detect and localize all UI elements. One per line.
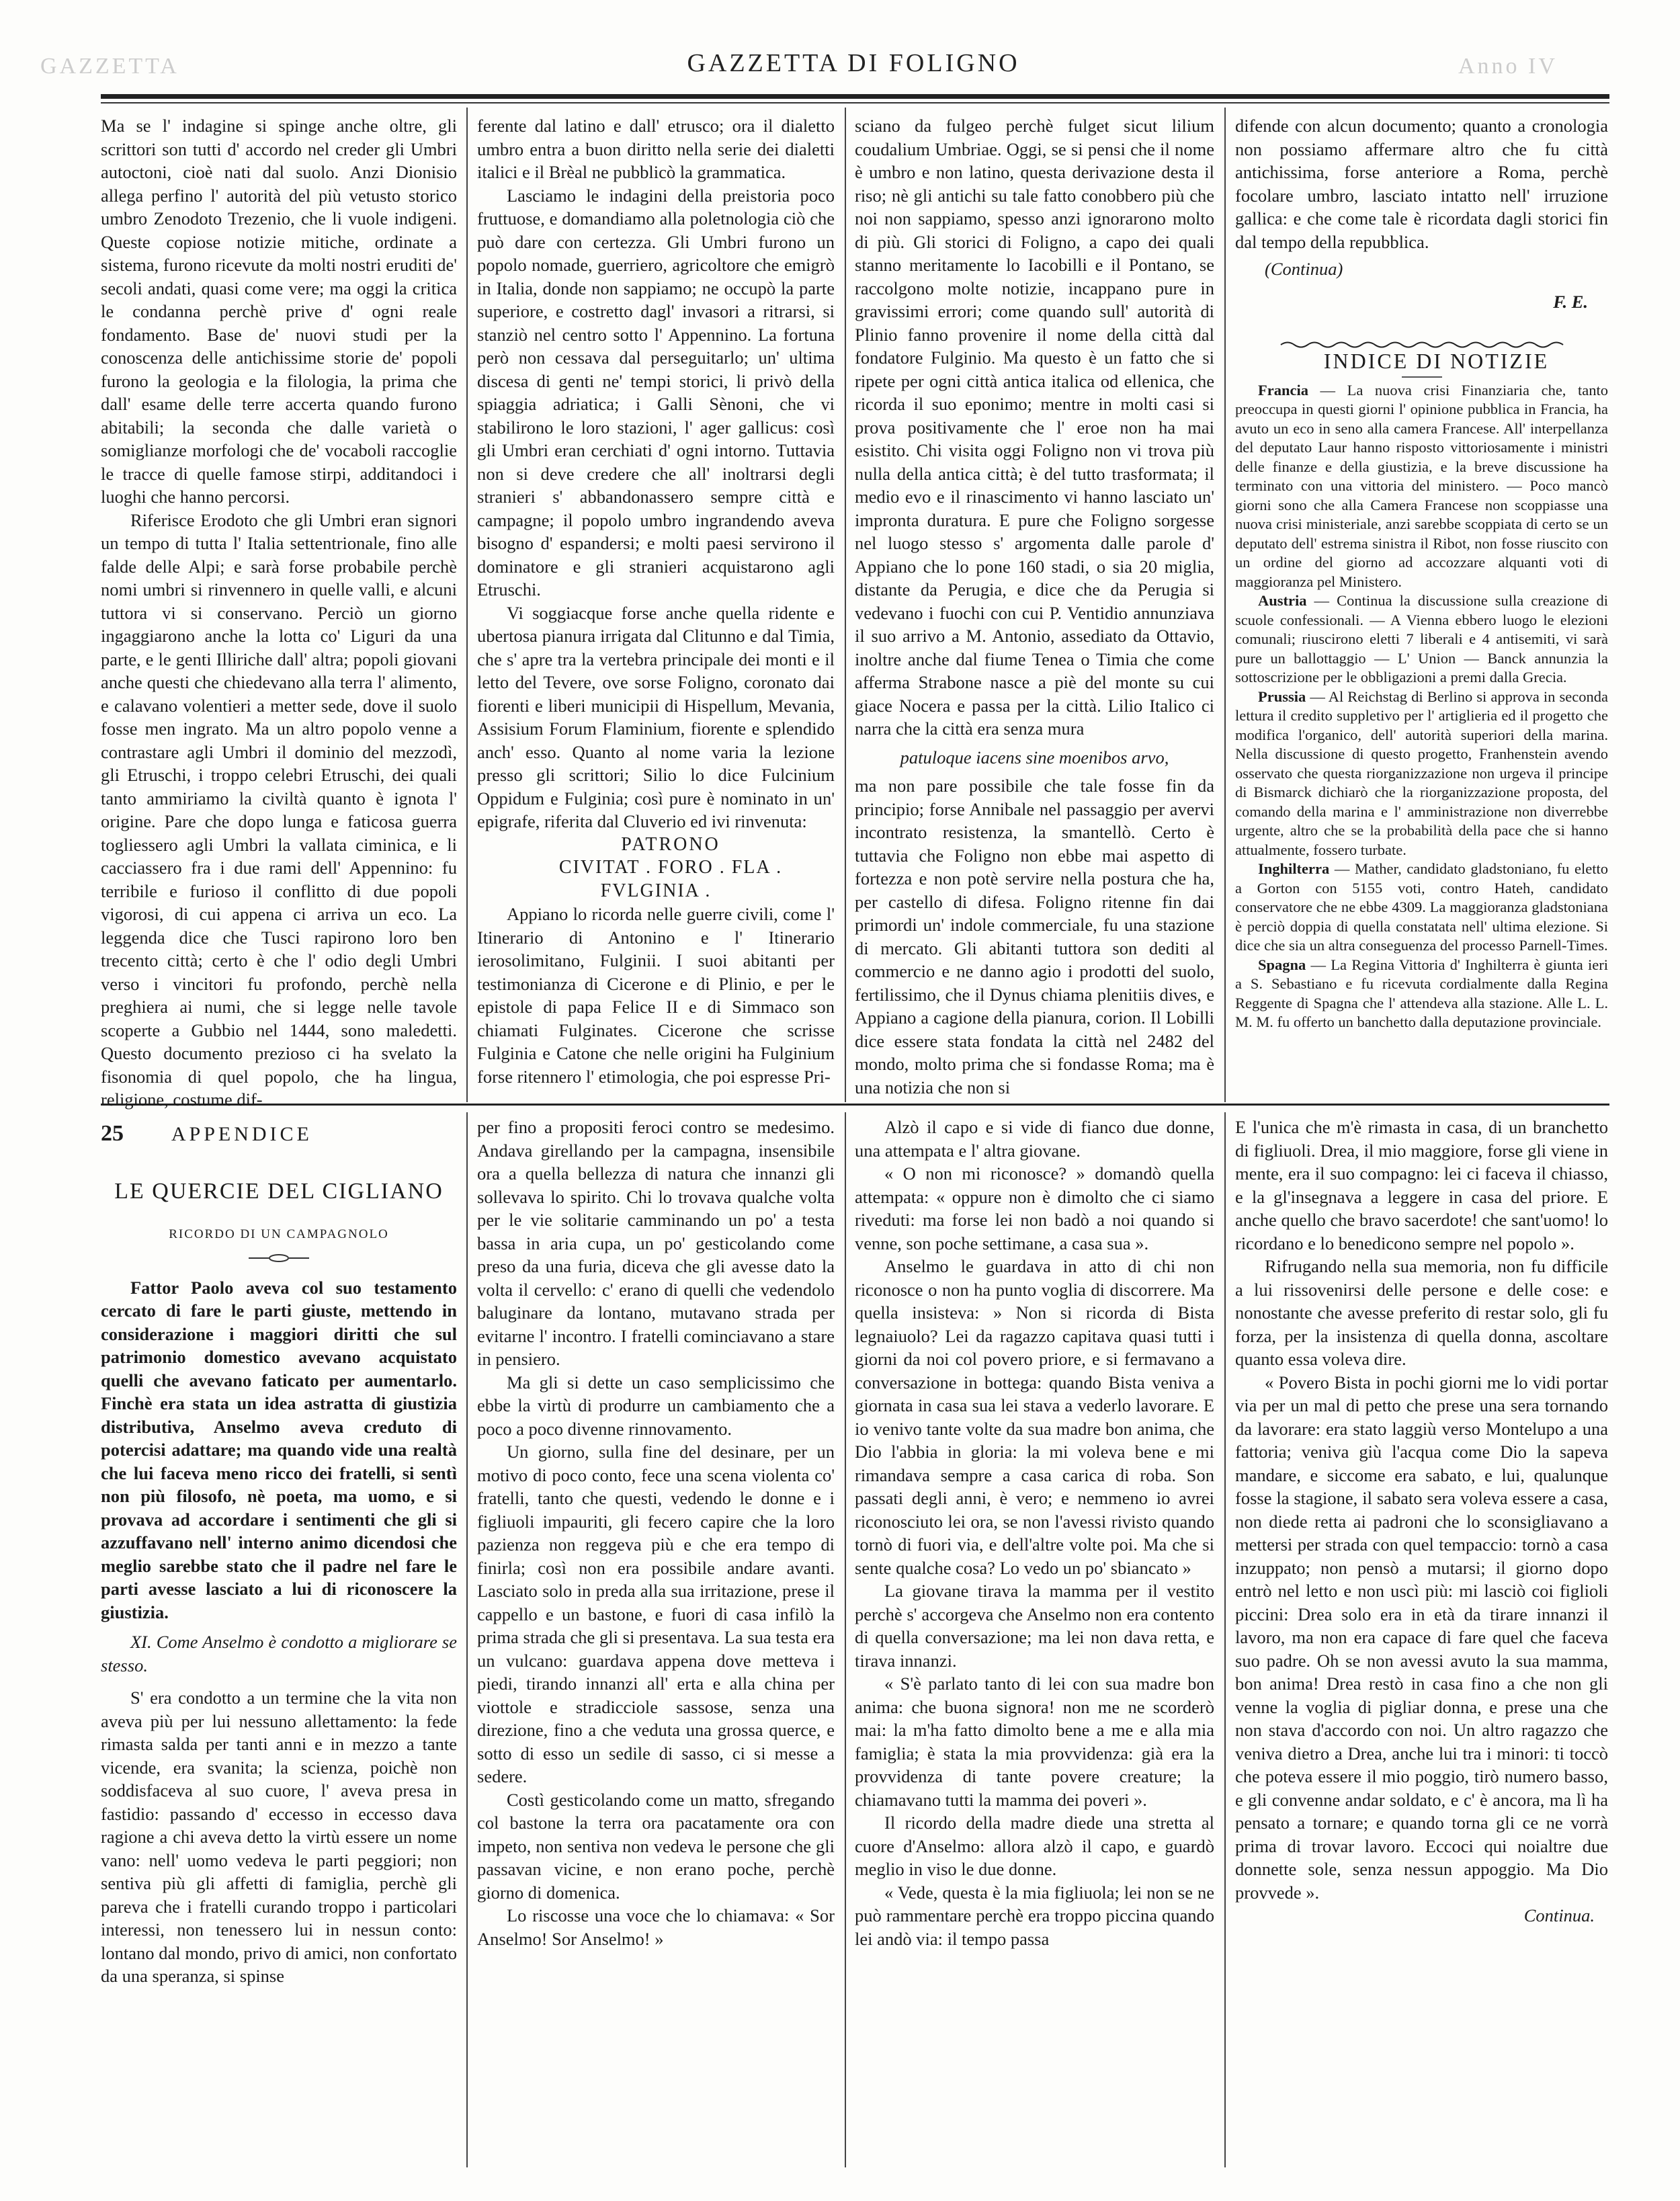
article-paragraph: Lasciamo le indagini della preistoria poco fruttuose, e domandiamo alla poletnologia ciò che può dare con certezza. Gli Umbri furono un popolo nomade, guerriero, agricoltore che emigrò in Italia, donde non sappiamo; ne occupò la parte superiore, e costretto dagl' invasori a ritrarsi, si stanziò nel centro sotto l' Appennino. La fortuna però non cessava dal perseguitarlo; un' ultima discesa di genti ne' tempi storici, li privò della spiaggia adriatica; i Galli Sènoni, che vi stabilirono le loro stazioni, l' ager gallicus: così gli Umbri eran cerchiati d' ogni intorno. Tuttavia non si deve credere che all' inoltrarsi degli stranieri s' abbandonassero sempre città e campagne; il popolo umbro ingrandendo aveva bisogno d' espandersi; e molti paesi servirono il dominatore e gli stranieri acquistarono agli Etruschi. — [477, 185, 835, 599]
inscription-line: PATRONO — [621, 833, 720, 855]
story-paragraph: Rifrugando nella sua memoria, non fu difficile a lui rissovenirsi delle persone e delle cose: e nonostante che avesse preferito di restar solo, gli fu forza, per la insistenza di quella donna, ascoltare quanto essa voleva dire. — [1235, 1256, 1608, 1369]
story-paragraph: E l'unica che m'è rimasta in casa, di un branchetto di figliuoli. Drea, il mio maggiore, forse gli viene in mente, era il suo compagno: lei ci faceva il chiasso, e la gl'insegnava a leggere in casa del priore. E anche quello che bravo sacerdote! che sant'uomo! lo ricordano e lo benedicono sempre nel popolo ». — [1235, 1117, 1608, 1253]
article-paragraph: ferente dal latino e dall' etrusco; ora il dialetto umbro entra a buon diritto nella serie dei dialetti italici e il Brèal ne pubblicò la grammatica. — [477, 116, 835, 182]
news-text: — Al Reichstag di Berlino si approva in seconda lettura il credito suppletivo per l' artiglieria ed il progetto che modifica l'organico, dell' autorità superiori della marina. Nella discussione di questo progetto, Franhenstein avendo osservato che questa riorganizzazione non urgeva il principe di Bismarck dichiarò che la riorganizzazione proposta, del comando della marina e l' amministrazione non diverrebbe urgente, altro che se la probabilità della pace che si hanno attualmente, fossero turbate. — [1235, 688, 1608, 858]
story-paragraph: Anselmo le guardava in atto di chi non riconosce o non ha punto voglia di discorrere. Ma quella insisteva: » Non si ricorda di Bista legnaiuolo? Lei da ragazzo capitava quasi tutti i giorni da noi col povero priore, e si fermavano a conversazione in bottega: quando Bista veniva a giornata in casa sua lei stava a vederlo lavorare. E io venivo tante volte da sua madre bon anima, che Dio l'abbia in gloria: la mi voleva bene e mi rimandava sempre a casa carica di roba. Son passati degli anni, è vero; e nemmeno io avrei riconosciuto lei ora, se non l'avessi rivisto quando tornò di fuori via, e dell'altre volte poi. Ma che si sente qualche cosa? Lo vedo un po' sbiancato » — [855, 1256, 1214, 1578]
news-text: — La Regina Vittoria d' Inghilterra è giunta ieri a S. Sebastiano e fu ricevuta cordialmente dalla Regina Reggente di Spagna che l' attendeva alla stazione. Alle L. L. M. M. fu offerto un banchetto dalla deputazione provinciale. — [1235, 956, 1608, 1030]
index-title: INDICE DI NOTIZIE — [1323, 349, 1550, 373]
article-paragraph: ma non pare possibile che tale fosse fin da principio; forse Annibale nel passaggio per avervi incontrato resistenza, la smantellò. Certo è tuttavia che Foligno non ebbe mai aspetto di fortezza e non potè servire nella postura che ha, per castello di difesa. Foligno ritenne fin dai primordi un' indole commerciale, fu una stazione di mercato. Gli abitanti tuttora son dediti al commercio e ne danno agio i prodotti del suolo, fertilissimo, che il Dynus chiama plenitiis dives, e Appiano a cagione della pianura, corion. Il Lobilli dice essere stata fondata la città nel 2482 del mondo, molto prima che si fondasse Roma; ma è una notizia che non si — [855, 776, 1214, 1097]
appendice-number: 25 — [101, 1121, 124, 1146]
appendice-column-3 — [855, 1116, 1214, 2171]
story-paragraph: Alzò il capo e si vide di fianco due donne, una attempata e l' altra giovane. — [855, 1117, 1214, 1161]
ornament-divider — [249, 1253, 309, 1263]
column-rule — [1224, 108, 1226, 1102]
article-column-1 — [101, 114, 457, 1110]
story-paragraph: Un giorno, sulla fine del desinare, per un motivo di poco conto, fece una scena violenta co' fratelli, tanto che questi, vedendo le donne e i figliuoli impauriti, gli fecero capire che la loro pazienza non reggeva più e che era tempo di finirla; così non era possibile andare avanti. Lasciato solo in preda alla sua irritazione, prese il cappello e un bastone, e fuori di casa infilò la prima strada che gli si presentava. La sua testa era un vulcano: guardava appena dove metteva i piedi, tirando innanzi all' erta e alla china per viottole e stradicciole sassose, senza una direzione, fino a che veduta una grossa querce, e sotto di esso un sedile di sasso, ci si messe a sedere. — [477, 1442, 835, 1786]
appendice-column-1 — [101, 1116, 457, 2171]
news-country: Inghilterra — [1258, 860, 1330, 877]
story-paragraph: Il ricordo della madre diede una stretta al cuore d'Anselmo: allora alzò il capo, e guardò meglio in viso le due donne. — [855, 1813, 1214, 1879]
masthead-title: GAZZETTA DI FOLIGNO — [687, 49, 1020, 77]
faint-header-left: GAZZETTA — [40, 54, 179, 79]
story-paragraph: Ma gli si dette un caso semplicissimo che ebbe la virtù di produrre un cambiamento che a poco a poco divenne rinnovamento. — [477, 1372, 835, 1439]
article-paragraph: Vi soggiacque forse anche quella ridente e ubertosa pianura irrigata dal Clitunno e dal Timia, che s' apre tra la vertebra principale dei monti e il letto del Tevere, ove sorse Foligno, coronato dai fiorenti e liberi municipii di Hispellum, Mevania, Assisium Forum Flaminium, fiorente e splendido anch' esso. Quanto al nome varia la lezione presso gli scrittori; Silio lo dice Fulcinium Oppidum e Fulginia; così pure è nominato in un' epigrafe, riferita dal Cluverio ed ivi rinvenuta: — [477, 602, 835, 831]
appendice-label: APPENDICE — [171, 1123, 312, 1145]
story-paragraph: « S'è parlato tanto di lei con sua madre bon anima: che buona signora! non me ne scorderò mai: la m'ha fatto dimolto bene a me e alla mia famiglia; è stata la mia provvidenza: già era la provvidenza di tante povere creature; la chiamavano tutti la mamma dei poveri ». — [855, 1673, 1214, 1810]
story-paragraph: S' era condotto a un termine che la vita non aveva più per lui nessuno allettamento: la fede rimasta salda per tanti anni e in mezzo a tante vicende, era svanita; la scienza, poichè non soddisfaceva al suo cuore, l' aveva presa in fastidio: passando d' eccesso in eccesso dava ragione a chi aveva detto la virtù essere un nome vano: nell' uomo vedeva le parti peggiori; non sentiva più gli affetti di famiglia, perchè gli pareva che i fratelli curando troppo i particolari interessi, non tenessero lui in nessun conto: lontano dal mondo, privo di amici, non confortato da una speranza, si spinse — [101, 1688, 457, 1986]
appendice-header — [101, 1122, 457, 1147]
news-item — [1235, 688, 1608, 860]
header-rule-thick — [101, 94, 1609, 99]
header-rule-thin — [101, 102, 1609, 103]
column-rule — [466, 1112, 468, 2167]
news-country: Prussia — [1258, 688, 1306, 705]
news-country: Francia — [1258, 381, 1308, 399]
news-item — [1235, 956, 1608, 1032]
news-country: Austria — [1258, 592, 1307, 609]
article-column-3 — [855, 114, 1214, 1095]
chapter-heading: XI. Come Anselmo è condotto a migliorare se stesso. — [101, 1632, 457, 1675]
appendice-column-2 — [477, 1116, 835, 2171]
story-title: LE QUERCIE DEL CIGLIANO — [114, 1178, 444, 1204]
story-paragraph: « Vede, questa è la mia figliuola; lei non se ne può rammentare perchè era troppo piccina quando lei andò via: il tempo passa — [855, 1882, 1214, 1949]
column-rule — [1224, 1112, 1226, 2167]
news-item — [1235, 381, 1608, 592]
article-paragraph: Ma se l' indagine si spinge anche oltre, gli scrittori son tutti d' accordo nel creder gli Umbri autoctoni, cioè nati dal suolo. Anzi Dionisio allega perfino l' autorità del più vetusto storico umbro Zenodoto Trezenio, che li vuole indigeni. Queste copiose notizie mitiche, ordinate a sistema, furono ricevute da molti nostri eruditi de' secoli andati, quasi come vere; ma oggi la critica le condanna perchè prive d' ogni reale fondamento. Base de' nuovi studi per la conoscenza delle antichissime storie de' popoli furono la geologia e la filologia, la prima che dall' esame delle terre accerta quando furono abitabili; la seconda che dalle varietà o somiglianze morfologi che de' vocaboli raccoglie le tracce di quelle famose stirpi, additandoci i luoghi che hanno percorsi. — [101, 116, 457, 507]
article-paragraph: Appiano lo ricorda nelle guerre civili, come l' Itinerario di Antonino e l' Itinerario ierosolimitano, Fulginii. I suoi abitanti per testimonianza di Cicerone e di Plinio, e per le epistole di papa Felice II e di Simmaco son chiamati Fulginates. Cicerone che scrisse Fulginia e Catone che nelle origini ha Fulginium forse ritennero l' etimologia, che poi espresse Pri- — [477, 904, 835, 1087]
news-text: — La nuova crisi Finanziaria che, tanto preoccupa in questi giorni l' opinione pubblica in Francia, ha avuto un eco in seno alla camera Francese. All' interpellanza del deputato Laur hanno risposto vittoriosamente i ministri delle finanze e della giustizia, e la breve discussione ha terminato con una vittoria del ministero. — Poco mancò giorni sono che alla Camera Francese non scoppiasse una nuova crisi ministeriale, anzi sarebbe scoppiata di certo se un deputato dell' estrema sinistra il Ribot, non fosse riuscito con un ordine del giorno ad accozzare alquanti voti di maggioranza pel Ministero. — [1235, 381, 1608, 590]
news-item — [1235, 860, 1608, 956]
short-divider — [1402, 376, 1442, 378]
news-list — [1235, 381, 1608, 1032]
appendice-column-4 — [1235, 1116, 1608, 2171]
news-item — [1235, 591, 1608, 688]
continua-note: (Continua) — [1265, 259, 1343, 279]
news-country: Spagna — [1258, 956, 1306, 973]
column-rule — [845, 108, 846, 1102]
story-paragraph: « O non mi riconosce? » domandò quella attempata: « oppure non è dimolto che ci siamo riveduti: ma forse lei non badò a noi quando si venne, son poche settimane, a casa sua ». — [855, 1163, 1214, 1253]
wave-divider — [1281, 340, 1563, 349]
author-signature: F. E. — [1553, 291, 1588, 312]
column-rule — [845, 1112, 846, 2167]
story-paragraph: Fattor Paolo aveva col suo testamento cercato di fare le parti giuste, mettendo in considerazione i maggiori diritti che sul patrimonio domestico avevano acquistato quelli che avevano faticato per aumentarlo. Finchè era stata un idea astratta di giustizia distributiva, Anselmo aveva creduto di potercisi adattare; ma quando vide una realtà che lui faceva meno ricco dei fratelli, si sentì non più filosofo, nè poeta, ma uomo, e si provava ad accordare i sentimenti che gli si azzuffavano nell' interno animo dicendosi che meglio sarebbe stato che il padre nel fare le parti avesse lasciato a lui di riconoscere la giustizia. — [101, 1277, 457, 1622]
story-paragraph: « Povero Bista in pochi giorni me lo vidi portar via per un mal di petto che prese una sera tornando da lavorare: era stato laggiù verso Montelupo a una fattoria; veniva giù l'acqua come Dio la sapeva mandare, e siccome era sabato, e lui, qualunque fosse la stagione, il sabato sera voleva essere a casa, non diede retta ai padroni che lo sconsigliavano a mettersi per strada con quel tempaccio: tornò a casa inzuppato; non pensò a mutarsi; il giorno dopo entrò nel letto e non uscì più: mi lasciò coi figlioli piccini: Drea solo era in età da tirare innanzi il lavoro, ma non era capace di fare quel che faceva suo padre. Oh se non avessi avuto la sua mamma, bon anima! Drea restò in casa fino a che non gli venne la voglia di pigliar donna, e prese una che non stava d'accordo con noi. Un altro ragazzo che veniva dietro a Drea, anche lui tra i minori: ti toccò che poteva essere il mio poggio, tirò numero basso, e gli convenne andar soldato, e c' è ancora, ma lì ha pensato a tornare; e quando torna gli ce ne vorrà prima di trovar lavoro. Eccoci qui noialtre due donnette sole, senza nessun appoggio. Ma Dio provvede ». — [1235, 1372, 1608, 1903]
latin-verse: patuloque iacens sine moenibos arvo, — [900, 747, 1169, 767]
article-column-2 — [477, 114, 835, 1095]
article-paragraph: difende con alcun documento; quanto a cronologia non possiamo affermare altro che fu città antichissima, forse anteriore a Roma, perchè focolare umbro, lasciato intatto nell' irruzione gallica: e che come tale è ricordata dagli storici fin dal tempo della repubblica. — [1235, 116, 1608, 252]
story-paragraph: Lo riscosse una voce che lo chiamava: « Sor Anselmo! Sor Anselmo! » — [477, 1905, 835, 1949]
column-rule — [466, 108, 468, 1102]
story-subtitle: RICORDO DI UN CAMPAGNOLO — [169, 1227, 389, 1241]
article-column-4 — [1235, 114, 1608, 1095]
inscription-line: CIVITAT . FORO . FLA . FVLGINIA . — [558, 857, 783, 901]
story-paragraph: La giovane tirava la mamma per il vestito perchè s' accorgeva che Anselmo non era contento di quella conversazione; ma lei non dava retta, e tirava innanzi. — [855, 1581, 1214, 1671]
article-paragraph: sciano da fulgeo perchè fulget sicut lilium coudalium Umbriae. Oggi, se si pensi che il nome è umbro e non latino, questa derivazione desta il riso; nè gli antichi su tale fatto conobbero più che noi non sappiamo, spesso anzi ignorarono molto di più. Gli storici di Foligno, a capo dei quali stanno meritamente lo Iacobilli e il Pontano, se raccolgono molte notizie, incappano pure in gravissimi errori; come quando sull' autorità di Plinio fanno provenire il nome della città dal fondatore Fulginio. Ma questo è un fatto che si ripete per ogni città antica italica od ellenica, che ricorda il suo eponimo; mentre in molti casi si prova positivamente che l' eroe non ha mai esistito. Chi visita oggi Foligno non vi trova più nulla della antica città; è del tutto trasformata; il medio evo e il rinascimento vi hanno lasciato un' impronta duratura. E pure che Foligno sorgesse nel luogo stesso s' argomenta dalle parole d' Appiano che lo pone 160 stadi, o sia 20 miglia, distante da Perugia, e dice che da Perugia si vedevano i fuochi con cui P. Ventidio annunziava il suo arrivo a M. Antonio, assediato da Ottavio, inoltre anche dal fiume Tenea o Timia che come afferma Strabone nasce a piè del monte su cui giace Nocera e passa per la città. Lilio Italico ci narra che la città era senza mura — [855, 116, 1214, 739]
story-paragraph: Costì gesticolando come un matto, sfregando col bastone la terra ora pacatamente ora con impeto, non sentiva non vedeva le persone che gli passavan vicine, e non erano poche, perchè giorno di domenica. — [477, 1789, 835, 1903]
article-paragraph: Riferisce Erodoto che gli Umbri eran signori un tempo di tutta l' Italia settentrionale, fino alle falde delle Alpi; e sarà forse probabile perchè nomi umbri si rinvennero in quelle valli, e alcuni tuttora vi si conservano. Perciò un giorno ingaggiarono anche la lotta co' Liguri da una parte, e le genti Illiriche dall' altra; popoli giovani anche questi che chiedevano alla terra l' alimento, e calavano volentieri a metter sede, dove il suolo fosse men ingrato. Ma un altro popolo venne a contrastare agli Umbri il dominio del mezzodì, gli Etruschi, i troppo celebri Etruschi, dei quali tanto ammiriamo la civiltà quanto è ignota l' origine. Pare che dopo lunga e faticosa guerra togliessero agli Umbri la vallata ciminica, e li cacciassero fra i due rami dell' Appennino: fu terribile e furioso il conflitto di due popoli vigorosi, di cui appena ci arriva un eco. La leggenda dice che Tusci rapirono loro ben trecento città; certo è che l' odio degli Umbri verso i vincitori fu profondo, perchè nella preghiera ai numi, che si legge nelle tavole scoperte a Gubbio nel 1444, sono maledetti. Questo documento prezioso ci ha svelato la fisonomia di quel popolo, che ha lingua, religione, costume dif- — [101, 509, 457, 1110]
news-text: — Continua la discussione sulla creazione di scuole confessionali. — A Vienna ebbero luogo le elezioni comunali; riuscirono eletti 7 liberali e 4 antisemiti, vi sarà pure un ballottaggio — L' Union — Banck annunzia la sottoscrizione per le obbligazioni a premi dalla Grecia. — [1235, 592, 1608, 686]
continua-note: Continua. — [1523, 1905, 1595, 1925]
news-text: — Mather, candidato gladstoniano, fu eletto a Gorton con 5155 voti, contro Hateh, candidato conservatore che ne ebbe 4309. La maggioranza gladstoniana è perciò doppia di quella constatata nell' ultima elezione. Si dice che sia un altra conseguenza del processo Parnell-Times. — [1235, 860, 1608, 954]
story-paragraph: per fino a propositi feroci contro se medesimo. Andava girellando per la campagna, insensibile ora a quella bellezza di natura che innanzi gli sollevava lo spirito. Chi lo trovava qualche volta per le vie solitarie camminando un po' a testa bassa in aria cupa, un po' gesticolando come preso da una furia, diceva che gli avesse dato la volta il cervello: c' erano di quelli che vedendolo baluginare da lontano, mutavano strada per evitarne l' incontro. I fratelli cominciavano a stare in pensiero. — [477, 1117, 835, 1369]
faint-header-right: Anno IV — [1458, 54, 1558, 79]
